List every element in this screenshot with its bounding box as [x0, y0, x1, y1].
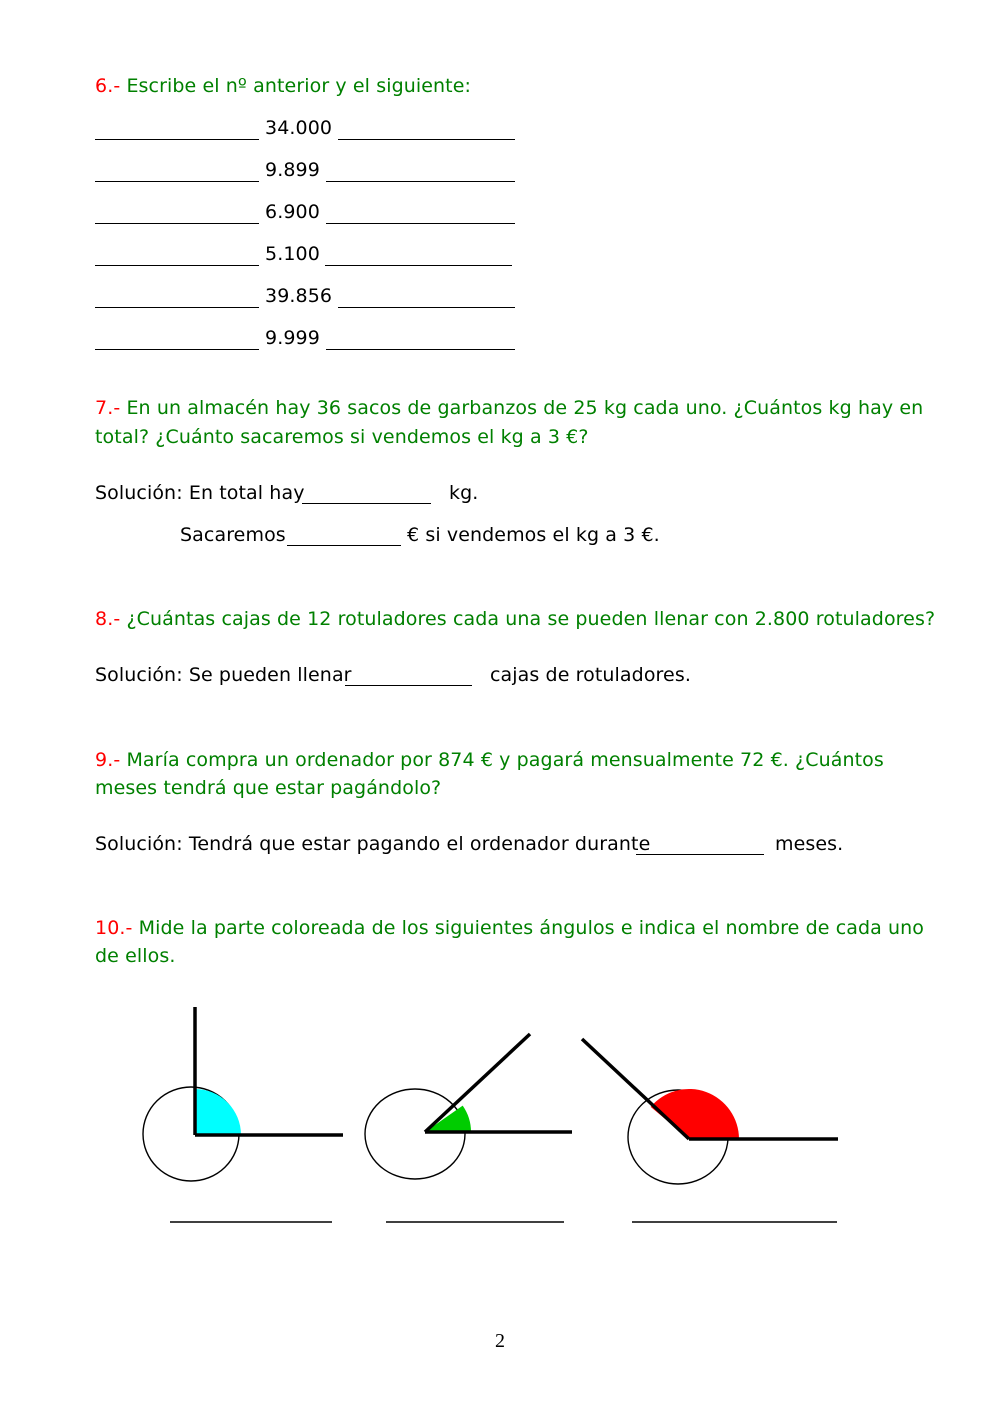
- q6-number: 6.-: [95, 75, 121, 97]
- q7-solution-1-suffix: kg.: [449, 482, 479, 504]
- angle-figure-3: [582, 1039, 838, 1184]
- q6-text: Escribe el nº anterior y el siguiente:: [126, 75, 472, 97]
- q6-value: 5.100: [265, 243, 320, 265]
- angle-sector: [195, 1089, 241, 1135]
- q9-text-line2: meses tendrá que estar pagándolo?: [95, 777, 442, 799]
- q9-solution-suffix: meses.: [775, 833, 844, 855]
- q7-number: 7.-: [95, 397, 121, 419]
- angle-circle: [365, 1089, 465, 1179]
- angle-figure-2: [365, 1034, 572, 1179]
- q6-value: 9.899: [265, 159, 320, 181]
- q6-value: 39.856: [265, 285, 333, 307]
- angle-figure-1: [143, 1007, 343, 1181]
- q8-solution-suffix: cajas de rotuladores.: [490, 664, 691, 686]
- q10-number: 10.-: [95, 917, 133, 939]
- q7-solution-1-prefix: Solución: En total hay: [95, 482, 305, 504]
- q9-number: 9.-: [95, 749, 121, 771]
- q10-text-line2: de ellos.: [95, 945, 176, 967]
- q6-value: 9.999: [265, 327, 320, 349]
- q8-text: ¿Cuántas cajas de 12 rotuladores cada una se pueden llenar con 2.800 rotuladores?: [126, 608, 936, 630]
- q10-text-line1: Mide la parte coloreada de los siguientes ángulos e indica el nombre de cada uno: [138, 917, 925, 939]
- q7-text-line1: En un almacén hay 36 sacos de garbanzos de 25 kg cada uno. ¿Cuántos kg hay en: [126, 397, 924, 419]
- angle-ray: [425, 1034, 530, 1132]
- q6-value: 6.900: [265, 201, 320, 223]
- q8-solution-prefix: Solución: Se pueden llenar: [95, 664, 352, 686]
- q6-value: 34.000: [265, 117, 333, 139]
- page-number: 2: [495, 1330, 505, 1352]
- q9-solution-prefix: Solución: Tendrá que estar pagando el ordenador durante: [95, 833, 651, 855]
- q8-number: 8.-: [95, 608, 121, 630]
- angle-ray: [582, 1039, 689, 1139]
- q9-text-line1: María compra un ordenador por 874 € y pagará mensualmente 72 €. ¿Cuántos: [126, 749, 884, 771]
- q7-solution-2-suffix: € si vendemos el kg a 3 €.: [407, 524, 660, 546]
- q7-text-line2: total? ¿Cuánto sacaremos si vendemos el kg a 3 €?: [95, 426, 589, 448]
- q7-solution-2-prefix: Sacaremos: [180, 524, 286, 546]
